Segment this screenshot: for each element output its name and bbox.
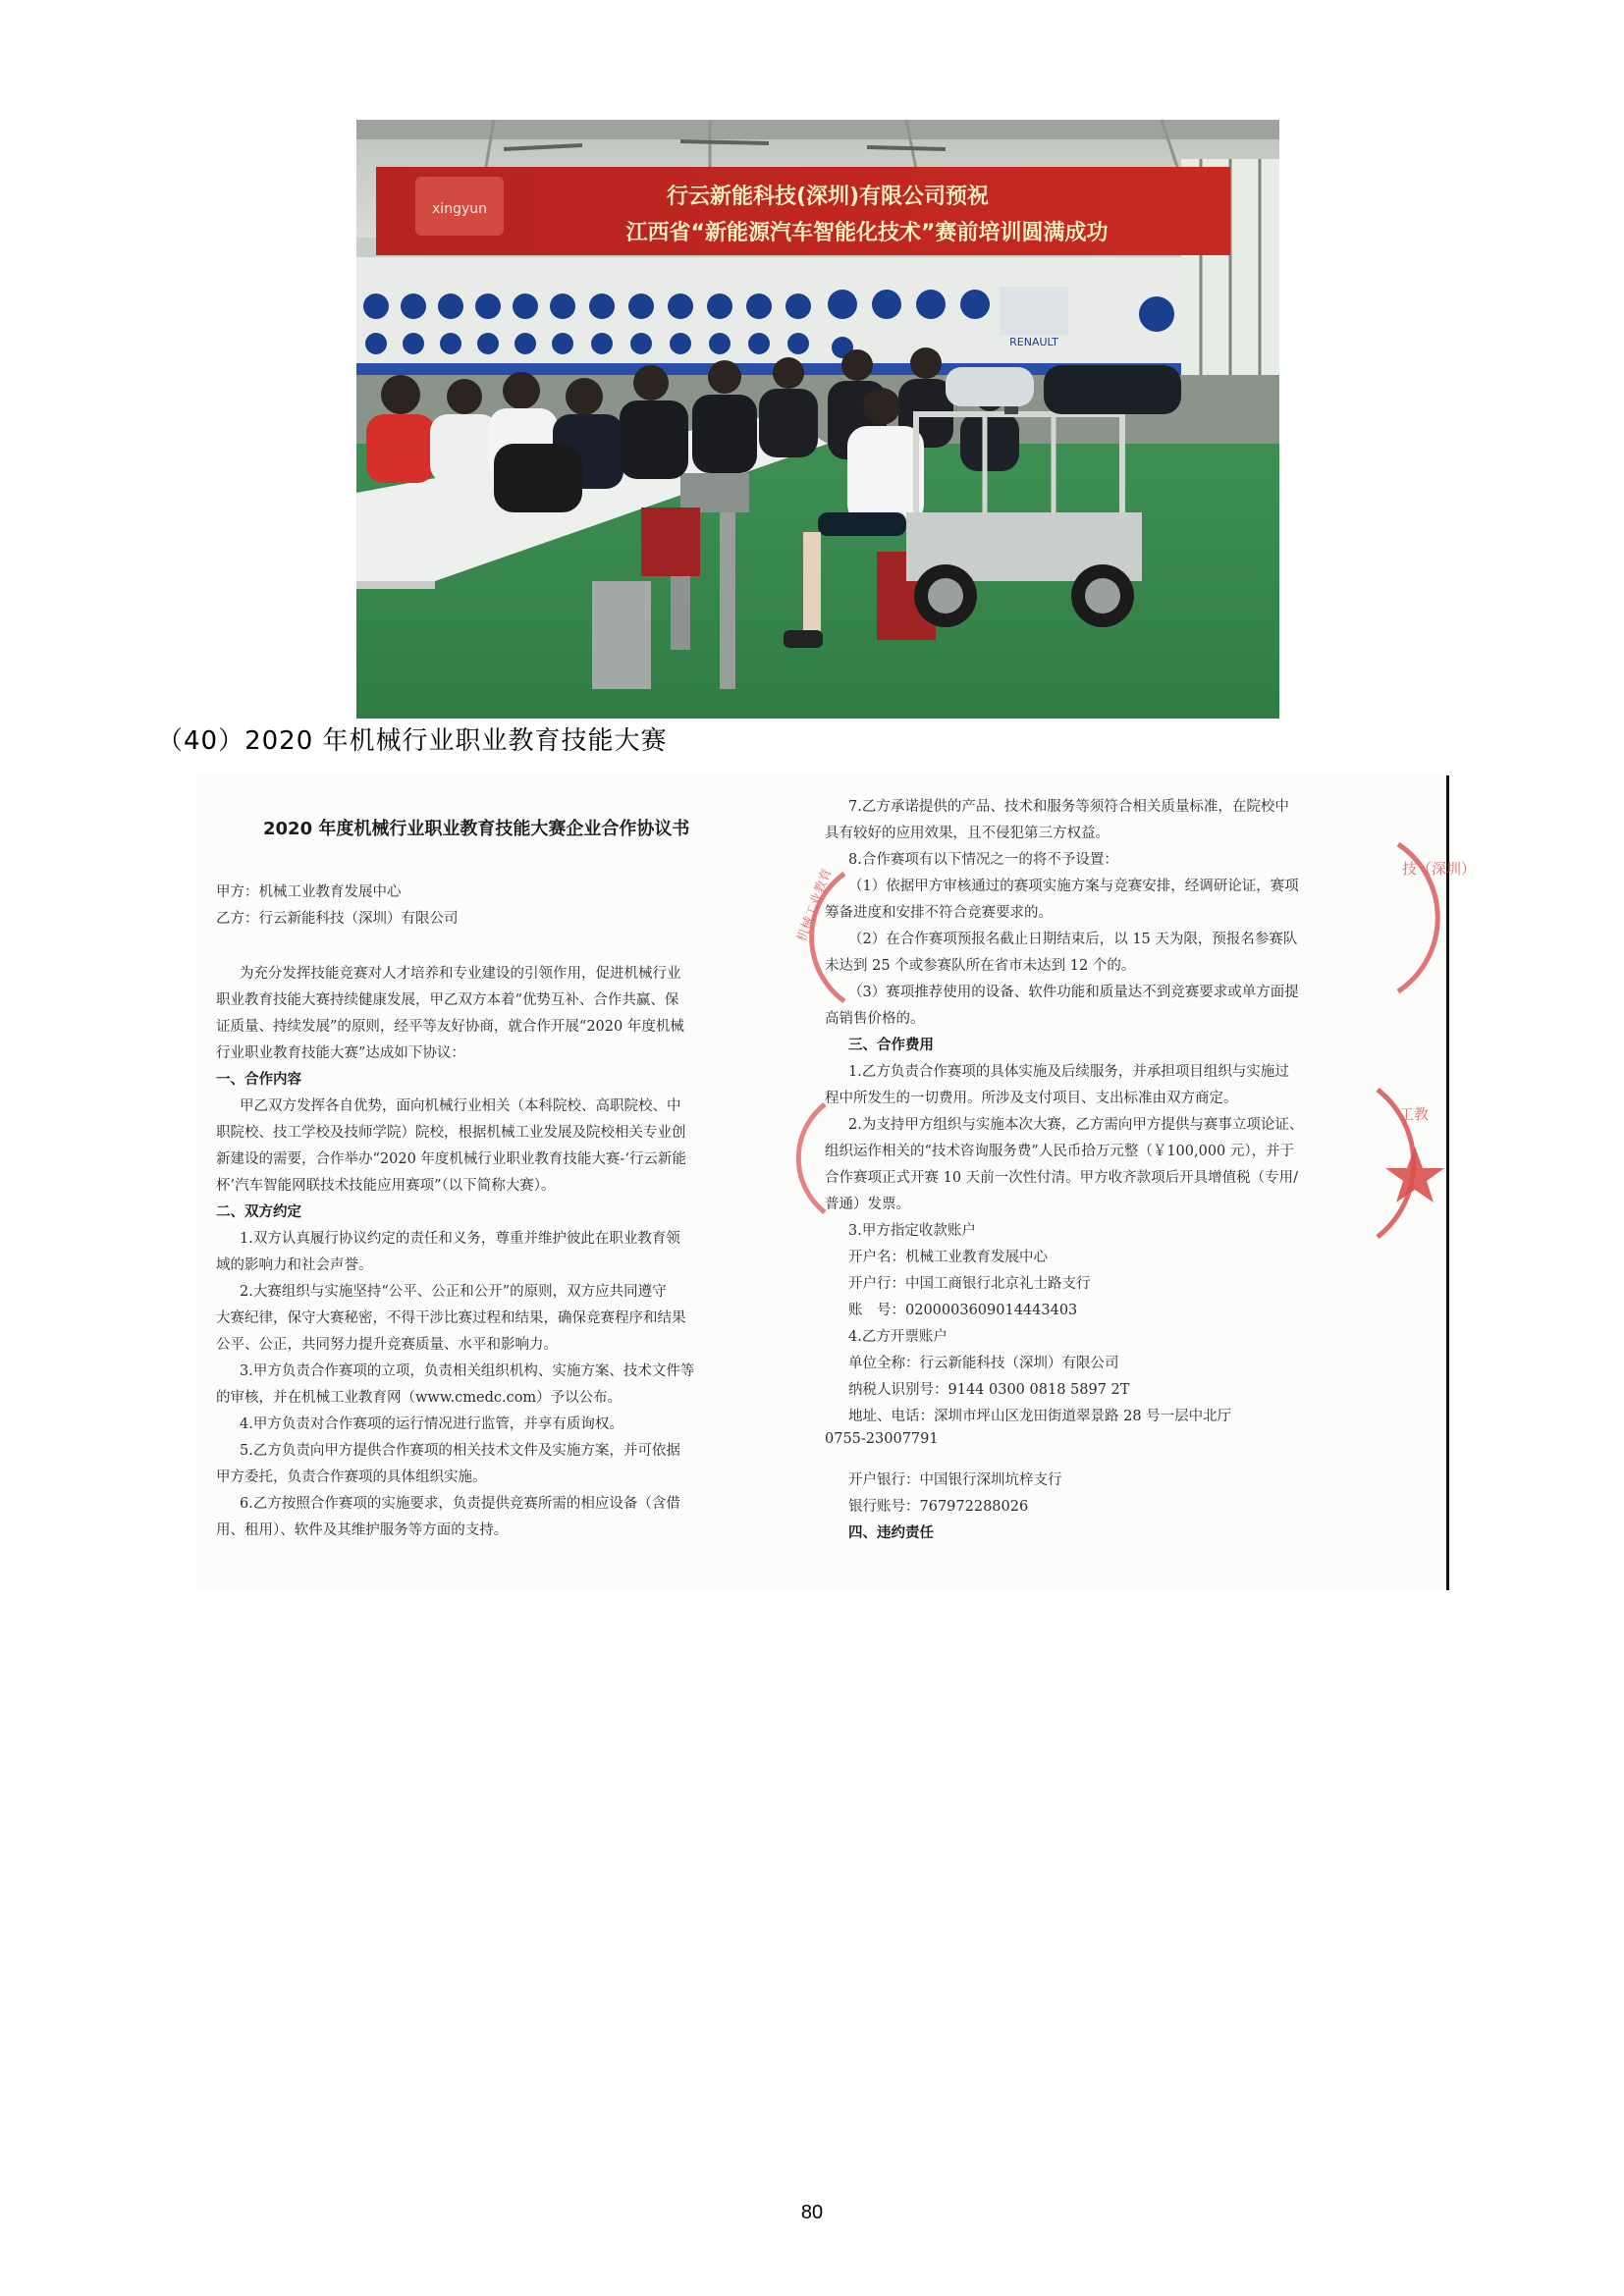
- contract-line: 为充分发挥技能竞赛对人才培养和专业建设的引领作用，促进机械行业: [240, 966, 681, 982]
- contract-line: （1）依据甲方审核通过的赛项实施方案与竞赛安排，经调研论证，赛项: [848, 879, 1299, 894]
- contract-line: 行业职业教育技能大赛”达成如下协议：: [216, 1045, 465, 1061]
- contract-heading: 四、违约责任: [848, 1524, 934, 1541]
- training-photo: [356, 120, 1279, 719]
- seal-right-lower-icon: [1370, 1080, 1448, 1247]
- contract-line: 开户银行：中国银行深圳坑梓支行: [848, 1472, 1062, 1488]
- seal-left-text: 机械工业教育: [794, 866, 836, 944]
- seal-left-lower-icon: [746, 1099, 835, 1217]
- contract-line: 甲方委托，负责合作赛项的具体组织实施。: [216, 1469, 487, 1485]
- contract-line: 单位全称：行云新能科技（深圳）有限公司: [848, 1356, 1119, 1371]
- contract-line: 用、租用）、软件及其维护服务等方面的支持。: [216, 1522, 509, 1538]
- contract-line: 4.乙方开票账户: [848, 1329, 947, 1345]
- banner-logo: xingyun: [432, 201, 487, 217]
- contract-line: 普通）发票。: [825, 1197, 910, 1212]
- contract-line: 1.双方认真履行协议约定的责任和义务，尊重并维护彼此在职业教育领: [240, 1231, 680, 1247]
- seal-right-text: 技（深圳）: [1402, 860, 1477, 878]
- contract-line: 银行账号：767972288026: [848, 1499, 1029, 1515]
- contract-line: 未达到 25 个或参赛队所在省市未达到 12 个的。: [825, 958, 1136, 974]
- banner-line-1: 行云新能科技(深圳)有限公司预祝: [666, 185, 990, 209]
- contract-line: 乙方：行云新能科技（深圳）有限公司: [216, 911, 459, 927]
- contract-line: 5.乙方负责向甲方提供合作赛项的相关技术文件及实施方案，并可依据: [240, 1443, 680, 1459]
- contract-line: 1.乙方负责合作赛项的具体实施及后续服务，并承担项目组织与实施过: [848, 1064, 1289, 1080]
- contract-line: 新建设的需要，合作举办“2020 年度机械行业职业教育技能大赛-‘行云新能: [216, 1151, 686, 1167]
- contract-line: 账 号：0200003609014443403: [848, 1303, 1078, 1318]
- contract-line: 3.甲方负责合作赛项的立项，负责相关组织机构、实施方案、技术文件等: [240, 1363, 695, 1379]
- contract-line: 杯’汽车智能网联技术技能应用赛项”（以下简称大赛）。: [216, 1178, 556, 1194]
- contract-line: 职院校、技工学校及技师学院）院校，根据机械工业发展及院校相关专业创: [216, 1125, 686, 1141]
- contract-line: 纳税人识别号：9144 0300 0818 5897 2T: [848, 1382, 1130, 1398]
- contract-line: 8.合作赛项有以下情况之一的将不予设置：: [848, 852, 1118, 868]
- contract-line: 公平、公正，共同努力提升竞赛质量、水平和影响力。: [216, 1337, 558, 1353]
- contract-line: （3）赛项推荐使用的设备、软件功能和质量达不到竞赛要求或单方面提: [848, 985, 1299, 1000]
- contract-scan: [196, 775, 1477, 1592]
- contract-title: 2020 年度机械行业职业教育技能大赛企业合作协议书: [263, 819, 690, 839]
- contract-line: 合作赛项正式开赛 10 天前一次性付清。甲方收齐款项后开具增值税（专用/: [825, 1170, 1299, 1186]
- contract-line: 的审核，并在机械工业教育网（www.cmedc.com）予以公布。: [216, 1390, 623, 1406]
- renault-sign: RENAULT: [1009, 336, 1058, 348]
- contract-line: 程中所发生的一切费用。所涉及支付项目、支出标准由双方商定。: [825, 1091, 1238, 1106]
- contract-line: 2.为支持甲方组织与实施本次大赛，乙方需向甲方提供与赛事立项论证、: [848, 1117, 1304, 1133]
- section-caption: （40）2020 年机械行业职业教育技能大赛: [157, 726, 668, 756]
- contract-line: 6.乙方按照合作赛项的实施要求，负责提供竞赛所需的相应设备（含借: [240, 1496, 680, 1512]
- contract-line: 甲方：机械工业教育发展中心: [216, 884, 402, 900]
- contract-line: 7.乙方承诺提供的产品、技术和服务等须符合相关质量标准，在院校中: [848, 799, 1289, 815]
- training-photo-scene: [356, 120, 1279, 719]
- contract-line: 甲乙双方发挥各自优势，面向机械行业相关（本科院校、高职院校、中: [240, 1098, 681, 1114]
- contract-line: 0755-23007791: [825, 1431, 939, 1447]
- page-number: 80: [800, 2202, 824, 2223]
- contract-line: 2.大赛组织与实施坚持“公平、公正和公开”的原则，双方应共同遵守: [240, 1284, 667, 1300]
- contract-line: 开户行：中国工商银行北京礼士路支行: [848, 1276, 1091, 1292]
- contract-line: 4.甲方负责对合作赛项的运行情况进行监管，并享有质询权。: [240, 1416, 623, 1432]
- contract-line: 职业教育技能大赛持续健康发展，甲乙双方本着“优势互补、合作共赢、保: [216, 992, 679, 1008]
- contract-heading: 三、合作费用: [848, 1037, 934, 1053]
- scan-edge-rule: [1446, 775, 1449, 1590]
- contract-line: 大赛纪律，保守大赛秘密，不得干涉比赛过程和结果，确保竞赛程序和结果: [216, 1310, 686, 1326]
- contract-line: 高销售价格的。: [825, 1011, 925, 1027]
- banner-line-2: 江西省“新能源汽车智能化技术”赛前培训圆满成功: [625, 221, 1109, 245]
- contract-line: 地址、电话：深圳市坪山区龙田街道翠景路 28 号一层中北厅: [848, 1409, 1232, 1424]
- contract-line: 开户名：机械工业教育发展中心: [848, 1250, 1048, 1265]
- contract-line: 3.甲方指定收款账户: [848, 1223, 976, 1239]
- contract-line: 组织运作相关的“技术咨询服务费”人民币拾万元整（￥100,000 元），并于: [825, 1144, 1295, 1159]
- contract-heading: 一、合作内容: [216, 1071, 301, 1088]
- contract-line: 筹备进度和安排不符合竞赛要求的。: [825, 905, 1053, 921]
- contract-line: 具有较好的应用效果，且不侵犯第三方权益。: [825, 826, 1110, 841]
- seal-right-icon: [1394, 834, 1477, 1001]
- contract-heading: 二、双方约定: [216, 1203, 301, 1220]
- contract-line: 证质量、持续发展”的原则，经平等友好协商，就合作开展“2020 年度机械: [216, 1019, 684, 1035]
- contract-line: （2）在合作赛项预报名截止日期结束后，以 15 天为限，预报名参赛队: [848, 932, 1298, 947]
- seal-right2-text: 工教: [1399, 1105, 1430, 1123]
- seal-left-icon: [746, 864, 854, 1011]
- contract-line: 域的影响力和社会声誉。: [216, 1257, 373, 1273]
